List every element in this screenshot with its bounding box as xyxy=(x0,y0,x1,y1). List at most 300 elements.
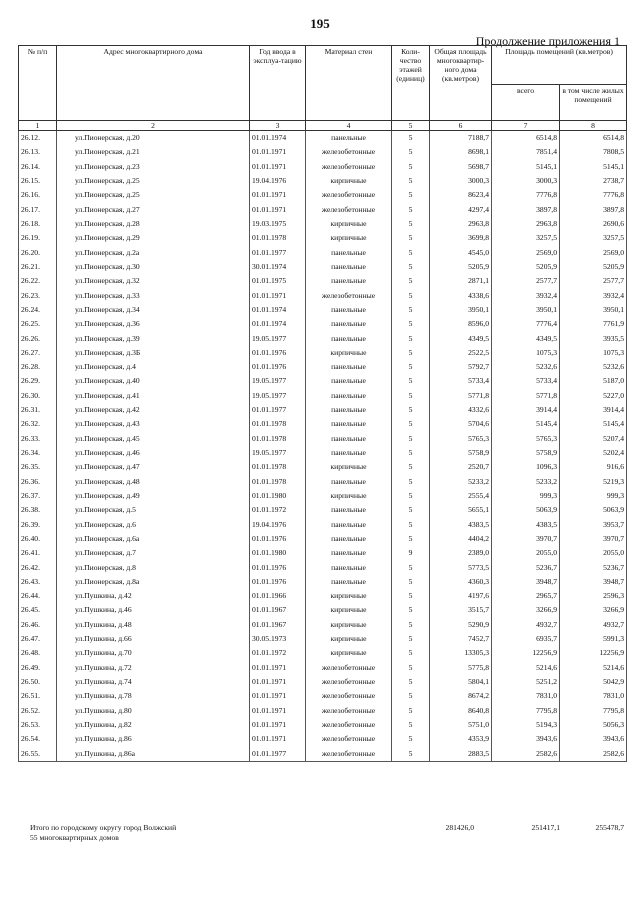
row-area-living: 5219,3 xyxy=(560,475,627,489)
row-year: 01.01.1971 xyxy=(250,288,306,302)
row-year: 01.01.1978 xyxy=(250,417,306,431)
row-material: железобетонные xyxy=(306,661,392,675)
row-floors: 5 xyxy=(392,160,430,174)
row-area-living: 3914,4 xyxy=(560,403,627,417)
row-floors: 5 xyxy=(392,704,430,718)
row-number: 26.42. xyxy=(19,560,57,574)
row-area-all: 3000,3 xyxy=(492,174,560,188)
row-year: 01.01.1976 xyxy=(250,360,306,374)
row-address: ул.Пионерская, д.3Б xyxy=(57,346,250,360)
row-year: 01.01.1971 xyxy=(250,704,306,718)
row-floors: 5 xyxy=(392,475,430,489)
row-material: кирпичные xyxy=(306,460,392,474)
row-area-living: 5214,6 xyxy=(560,661,627,675)
row-material: панельные xyxy=(306,389,392,403)
row-area-living: 5207,4 xyxy=(560,432,627,446)
table-row xyxy=(19,260,627,274)
row-area-all: 5236,7 xyxy=(492,560,560,574)
row-area-all: 7831,0 xyxy=(492,689,560,703)
col-number: 4 xyxy=(306,121,392,131)
row-floors: 5 xyxy=(392,589,430,603)
row-area-living: 5145,4 xyxy=(560,417,627,431)
row-material: панельные xyxy=(306,274,392,288)
table-row xyxy=(19,661,627,675)
row-number: 26.18. xyxy=(19,217,57,231)
row-area-all: 7776,8 xyxy=(492,188,560,202)
header-all: всего xyxy=(492,85,560,121)
row-area-all: 5232,6 xyxy=(492,360,560,374)
row-area-all: 5765,3 xyxy=(492,432,560,446)
table-row xyxy=(19,231,627,245)
row-total-area: 5804,1 xyxy=(430,675,492,689)
row-area-living: 4932,7 xyxy=(560,618,627,632)
row-material: кирпичные xyxy=(306,632,392,646)
row-number: 26.54. xyxy=(19,732,57,746)
row-area-all: 5145,4 xyxy=(492,417,560,431)
row-area-all: 5771,8 xyxy=(492,389,560,403)
table-row xyxy=(19,603,627,617)
table-row xyxy=(19,389,627,403)
table-row xyxy=(19,560,627,574)
row-total-area: 7188,7 xyxy=(430,131,492,146)
row-total-area: 3950,1 xyxy=(430,303,492,317)
row-material: кирпичные xyxy=(306,174,392,188)
row-number: 26.51. xyxy=(19,689,57,703)
row-year: 01.01.1977 xyxy=(250,246,306,260)
row-material: железобетонные xyxy=(306,160,392,174)
row-number: 26.39. xyxy=(19,517,57,531)
row-material: панельные xyxy=(306,546,392,560)
row-total-area: 4383,5 xyxy=(430,517,492,531)
table-row xyxy=(19,532,627,546)
table-row xyxy=(19,145,627,159)
row-floors: 9 xyxy=(392,546,430,560)
row-area-all: 7851,4 xyxy=(492,145,560,159)
row-area-living: 3943,6 xyxy=(560,732,627,746)
row-area-all: 4383,5 xyxy=(492,517,560,531)
row-area-all: 12256,9 xyxy=(492,646,560,660)
row-address: ул.Пионерская, д.41 xyxy=(57,389,250,403)
header-year: Год ввода в эксплуа-тацию xyxy=(250,46,306,121)
row-floors: 5 xyxy=(392,346,430,360)
table-row xyxy=(19,646,627,660)
row-floors: 5 xyxy=(392,489,430,503)
row-address: ул.Пионерская, д.43 xyxy=(57,417,250,431)
row-material: железобетонные xyxy=(306,732,392,746)
row-number: 26.31. xyxy=(19,403,57,417)
row-number: 26.50. xyxy=(19,675,57,689)
row-address: ул.Пушкина, д.86 xyxy=(57,732,250,746)
row-area-living: 5227,0 xyxy=(560,389,627,403)
row-area-all: 6935,7 xyxy=(492,632,560,646)
table-row xyxy=(19,704,627,718)
row-area-all: 3943,6 xyxy=(492,732,560,746)
table-row xyxy=(19,246,627,260)
row-address: ул.Пионерская, д.49 xyxy=(57,489,250,503)
row-number: 26.53. xyxy=(19,718,57,732)
row-year: 01.01.1978 xyxy=(250,475,306,489)
row-year: 01.01.1971 xyxy=(250,203,306,217)
row-address: ул.Пионерская, д.32 xyxy=(57,274,250,288)
row-total-area: 3515,7 xyxy=(430,603,492,617)
housing-table xyxy=(18,45,627,762)
row-area-all: 999,3 xyxy=(492,489,560,503)
row-year: 19.04.1976 xyxy=(250,517,306,531)
row-address: ул.Пионерская, д.5 xyxy=(57,503,250,517)
row-total-area: 4297,4 xyxy=(430,203,492,217)
row-number: 26.26. xyxy=(19,331,57,345)
row-address: ул.Пушкина, д.74 xyxy=(57,675,250,689)
row-total-area: 5655,1 xyxy=(430,503,492,517)
row-floors: 5 xyxy=(392,632,430,646)
row-year: 01.01.1977 xyxy=(250,746,306,761)
row-total-area: 2871,1 xyxy=(430,274,492,288)
row-year: 30.05.1973 xyxy=(250,632,306,646)
row-area-all: 2055,0 xyxy=(492,546,560,560)
row-area-living: 3897,8 xyxy=(560,203,627,217)
table-row xyxy=(19,589,627,603)
row-year: 01.01.1975 xyxy=(250,274,306,288)
row-address: ул.Пушкина, д.42 xyxy=(57,589,250,603)
row-area-living: 5232,6 xyxy=(560,360,627,374)
row-total-area: 2883,5 xyxy=(430,746,492,761)
row-material: железобетонные xyxy=(306,704,392,718)
row-floors: 5 xyxy=(392,374,430,388)
row-floors: 5 xyxy=(392,446,430,460)
row-total-area: 5765,3 xyxy=(430,432,492,446)
row-year: 01.01.1971 xyxy=(250,675,306,689)
row-total-area: 3699,8 xyxy=(430,231,492,245)
row-total-area: 13305,3 xyxy=(430,646,492,660)
row-number: 26.25. xyxy=(19,317,57,331)
row-floors: 5 xyxy=(392,260,430,274)
row-floors: 5 xyxy=(392,131,430,146)
header-material: Материал стен xyxy=(306,46,392,121)
table-row xyxy=(19,618,627,632)
row-total-area: 8623,4 xyxy=(430,188,492,202)
row-year: 01.01.1972 xyxy=(250,646,306,660)
row-year: 01.01.1976 xyxy=(250,346,306,360)
table-row xyxy=(19,489,627,503)
row-year: 01.01.1971 xyxy=(250,160,306,174)
row-total-area: 4353,9 xyxy=(430,732,492,746)
row-number: 26.47. xyxy=(19,632,57,646)
row-year: 01.01.1967 xyxy=(250,618,306,632)
row-floors: 5 xyxy=(392,274,430,288)
row-address: ул.Пушкина, д.72 xyxy=(57,661,250,675)
row-year: 01.01.1974 xyxy=(250,131,306,146)
row-area-all: 5758,9 xyxy=(492,446,560,460)
row-year: 01.01.1966 xyxy=(250,589,306,603)
row-address: ул.Пионерская, д.48 xyxy=(57,475,250,489)
row-area-living: 2569,0 xyxy=(560,246,627,260)
row-total-area: 2520,7 xyxy=(430,460,492,474)
row-year: 01.01.1971 xyxy=(250,732,306,746)
row-total-area: 5733,4 xyxy=(430,374,492,388)
row-year: 01.01.1978 xyxy=(250,432,306,446)
row-area-all: 3970,7 xyxy=(492,532,560,546)
table-row xyxy=(19,217,627,231)
row-material: железобетонные xyxy=(306,145,392,159)
row-area-all: 2963,8 xyxy=(492,217,560,231)
header-num: № п/п xyxy=(19,46,57,121)
row-floors: 5 xyxy=(392,560,430,574)
row-material: железобетонные xyxy=(306,689,392,703)
row-area-living: 3932,4 xyxy=(560,288,627,302)
col-number: 7 xyxy=(492,121,560,131)
col-number: 2 xyxy=(57,121,250,131)
table-row xyxy=(19,446,627,460)
row-year: 01.01.1974 xyxy=(250,303,306,317)
row-floors: 5 xyxy=(392,618,430,632)
row-area-living: 2738,7 xyxy=(560,174,627,188)
row-number: 26.22. xyxy=(19,274,57,288)
row-area-all: 5733,4 xyxy=(492,374,560,388)
row-material: панельные xyxy=(306,475,392,489)
row-address: ул.Пионерская, д.34 xyxy=(57,303,250,317)
row-year: 01.01.1976 xyxy=(250,532,306,546)
table-row xyxy=(19,131,627,146)
row-number: 26.52. xyxy=(19,704,57,718)
table-row xyxy=(19,331,627,345)
row-floors: 5 xyxy=(392,174,430,188)
row-material: панельные xyxy=(306,260,392,274)
row-floors: 5 xyxy=(392,360,430,374)
row-total-area: 3000,3 xyxy=(430,174,492,188)
row-material: кирпичные xyxy=(306,217,392,231)
row-material: панельные xyxy=(306,532,392,546)
row-area-all: 3914,4 xyxy=(492,403,560,417)
row-floors: 5 xyxy=(392,145,430,159)
row-total-area: 7452,7 xyxy=(430,632,492,646)
row-area-all: 2582,6 xyxy=(492,746,560,761)
row-area-living: 5991,3 xyxy=(560,632,627,646)
row-floors: 5 xyxy=(392,532,430,546)
row-area-living: 3266,9 xyxy=(560,603,627,617)
row-material: кирпичные xyxy=(306,231,392,245)
table-row xyxy=(19,188,627,202)
row-floors: 5 xyxy=(392,732,430,746)
col-number: 3 xyxy=(250,121,306,131)
row-number: 26.36. xyxy=(19,475,57,489)
row-area-living: 6514,8 xyxy=(560,131,627,146)
row-total-area: 8640,8 xyxy=(430,704,492,718)
row-area-all: 5214,6 xyxy=(492,661,560,675)
row-address: ул.Пионерская, д.45 xyxy=(57,432,250,446)
row-floors: 5 xyxy=(392,517,430,531)
row-number: 26.23. xyxy=(19,288,57,302)
row-area-all: 3948,7 xyxy=(492,575,560,589)
row-total-area: 8674,2 xyxy=(430,689,492,703)
row-total-area: 5758,9 xyxy=(430,446,492,460)
row-floors: 5 xyxy=(392,188,430,202)
row-area-living: 5145,1 xyxy=(560,160,627,174)
row-address: ул.Пионерская, д.4 xyxy=(57,360,250,374)
row-floors: 5 xyxy=(392,389,430,403)
row-address: ул.Пионерская, д.6а xyxy=(57,532,250,546)
row-address: ул.Пушкина, д.78 xyxy=(57,689,250,703)
row-area-all: 5251,2 xyxy=(492,675,560,689)
row-area-living: 3257,5 xyxy=(560,231,627,245)
header-total-area: Общая площадь многоквартир-ного дома (кв.метров) xyxy=(430,46,492,121)
row-address: ул.Пионерская, д.30 xyxy=(57,260,250,274)
row-floors: 5 xyxy=(392,217,430,231)
row-total-area: 5290,9 xyxy=(430,618,492,632)
row-number: 26.43. xyxy=(19,575,57,589)
row-area-living: 999,3 xyxy=(560,489,627,503)
row-total-area: 2389,0 xyxy=(430,546,492,560)
row-year: 01.01.1971 xyxy=(250,145,306,159)
header-premises-area: Площадь помещений (кв.метров) xyxy=(492,46,627,85)
table-row xyxy=(19,160,627,174)
row-year: 01.01.1976 xyxy=(250,560,306,574)
table-row xyxy=(19,360,627,374)
row-material: панельные xyxy=(306,517,392,531)
row-total-area: 8596,0 xyxy=(430,317,492,331)
row-number: 26.14. xyxy=(19,160,57,174)
row-total-area: 4197,6 xyxy=(430,589,492,603)
row-total-area: 2555,4 xyxy=(430,489,492,503)
row-area-all: 3932,4 xyxy=(492,288,560,302)
row-area-living: 3935,5 xyxy=(560,331,627,345)
row-year: 01.01.1971 xyxy=(250,661,306,675)
row-year: 19.05.1977 xyxy=(250,389,306,403)
row-area-all: 7776,4 xyxy=(492,317,560,331)
row-area-living: 7808,5 xyxy=(560,145,627,159)
row-address: ул.Пионерская, д.46 xyxy=(57,446,250,460)
row-address: ул.Пионерская, д.33 xyxy=(57,288,250,302)
total-label: Итого по городскому округу город Волжский xyxy=(30,823,177,832)
col-number: 5 xyxy=(392,121,430,131)
row-address: ул.Пионерская, д.25 xyxy=(57,174,250,188)
row-total-area: 5205,9 xyxy=(430,260,492,274)
row-number: 26.46. xyxy=(19,618,57,632)
row-number: 26.20. xyxy=(19,246,57,260)
row-number: 26.21. xyxy=(19,260,57,274)
row-floors: 5 xyxy=(392,246,430,260)
continuation-caption: Продолжение приложения 1 xyxy=(475,34,620,48)
row-area-living: 7831,0 xyxy=(560,689,627,703)
row-total-area: 4545,0 xyxy=(430,246,492,260)
row-address: ул.Пушкина, д.48 xyxy=(57,618,250,632)
row-address: ул.Пушкина, д.86а xyxy=(57,746,250,761)
row-material: панельные xyxy=(306,374,392,388)
col-number: 8 xyxy=(560,121,627,131)
table-row xyxy=(19,417,627,431)
row-area-all: 3266,9 xyxy=(492,603,560,617)
row-material: панельные xyxy=(306,417,392,431)
row-area-living: 5202,4 xyxy=(560,446,627,460)
table-row xyxy=(19,517,627,531)
row-floors: 5 xyxy=(392,661,430,675)
row-total-area: 2522,5 xyxy=(430,346,492,360)
row-number: 26.19. xyxy=(19,231,57,245)
row-number: 26.27. xyxy=(19,346,57,360)
row-area-living: 12256,9 xyxy=(560,646,627,660)
row-number: 26.45. xyxy=(19,603,57,617)
row-year: 01.01.1971 xyxy=(250,689,306,703)
row-material: железобетонные xyxy=(306,188,392,202)
row-number: 26.33. xyxy=(19,432,57,446)
row-floors: 5 xyxy=(392,203,430,217)
total-living-value: 255478,7 xyxy=(595,823,624,832)
table-row xyxy=(19,460,627,474)
row-area-living: 5205,9 xyxy=(560,260,627,274)
row-floors: 5 xyxy=(392,303,430,317)
row-year: 01.01.1978 xyxy=(250,460,306,474)
row-address: ул.Пушкина, д.82 xyxy=(57,718,250,732)
row-material: кирпичные xyxy=(306,589,392,603)
row-area-all: 3950,1 xyxy=(492,303,560,317)
table-row xyxy=(19,675,627,689)
row-area-living: 5187,0 xyxy=(560,374,627,388)
row-year: 01.01.1977 xyxy=(250,403,306,417)
row-year: 01.01.1980 xyxy=(250,489,306,503)
row-year: 19.05.1977 xyxy=(250,331,306,345)
table-row xyxy=(19,632,627,646)
row-area-all: 5233,2 xyxy=(492,475,560,489)
row-material: панельные xyxy=(306,331,392,345)
table-row xyxy=(19,303,627,317)
row-address: ул.Пионерская, д.6 xyxy=(57,517,250,531)
row-total-area: 5704,6 xyxy=(430,417,492,431)
row-material: панельные xyxy=(306,560,392,574)
row-address: ул.Пионерская, д.2а xyxy=(57,246,250,260)
row-year: 01.01.1971 xyxy=(250,718,306,732)
row-number: 26.55. xyxy=(19,746,57,761)
table-row xyxy=(19,203,627,217)
row-address: ул.Пионерская, д.8а xyxy=(57,575,250,589)
row-floors: 5 xyxy=(392,231,430,245)
row-address: ул.Пионерская, д.36 xyxy=(57,317,250,331)
row-total-area: 2963,8 xyxy=(430,217,492,231)
row-floors: 5 xyxy=(392,575,430,589)
row-area-living: 916,6 xyxy=(560,460,627,474)
row-floors: 5 xyxy=(392,746,430,761)
table-row xyxy=(19,503,627,517)
row-number: 26.40. xyxy=(19,532,57,546)
row-material: железобетонные xyxy=(306,288,392,302)
row-material: панельные xyxy=(306,446,392,460)
row-year: 01.01.1976 xyxy=(250,575,306,589)
row-number: 26.48. xyxy=(19,646,57,660)
row-number: 26.15. xyxy=(19,174,57,188)
row-number: 26.16. xyxy=(19,188,57,202)
table-row xyxy=(19,746,627,761)
row-area-living: 3953,7 xyxy=(560,517,627,531)
table-row xyxy=(19,718,627,732)
row-material: панельные xyxy=(306,317,392,331)
row-material: железобетонные xyxy=(306,203,392,217)
header-floors: Коли-чество этажей (единиц) xyxy=(392,46,430,121)
row-number: 26.35. xyxy=(19,460,57,474)
row-area-living: 3970,7 xyxy=(560,532,627,546)
row-total-area: 4360,3 xyxy=(430,575,492,589)
row-address: ул.Пушкина, д.46 xyxy=(57,603,250,617)
row-address: ул.Пионерская, д.23 xyxy=(57,160,250,174)
row-floors: 5 xyxy=(392,288,430,302)
row-address: ул.Пионерская, д.7 xyxy=(57,546,250,560)
page-number: 195 xyxy=(310,16,330,31)
row-total-area: 5773,5 xyxy=(430,560,492,574)
header-living: в том числе жилых помещений xyxy=(560,85,627,121)
row-floors: 5 xyxy=(392,689,430,703)
row-number: 26.28. xyxy=(19,360,57,374)
row-number: 26.37. xyxy=(19,489,57,503)
row-material: кирпичные xyxy=(306,646,392,660)
row-area-all: 5194,3 xyxy=(492,718,560,732)
row-number: 26.38. xyxy=(19,503,57,517)
